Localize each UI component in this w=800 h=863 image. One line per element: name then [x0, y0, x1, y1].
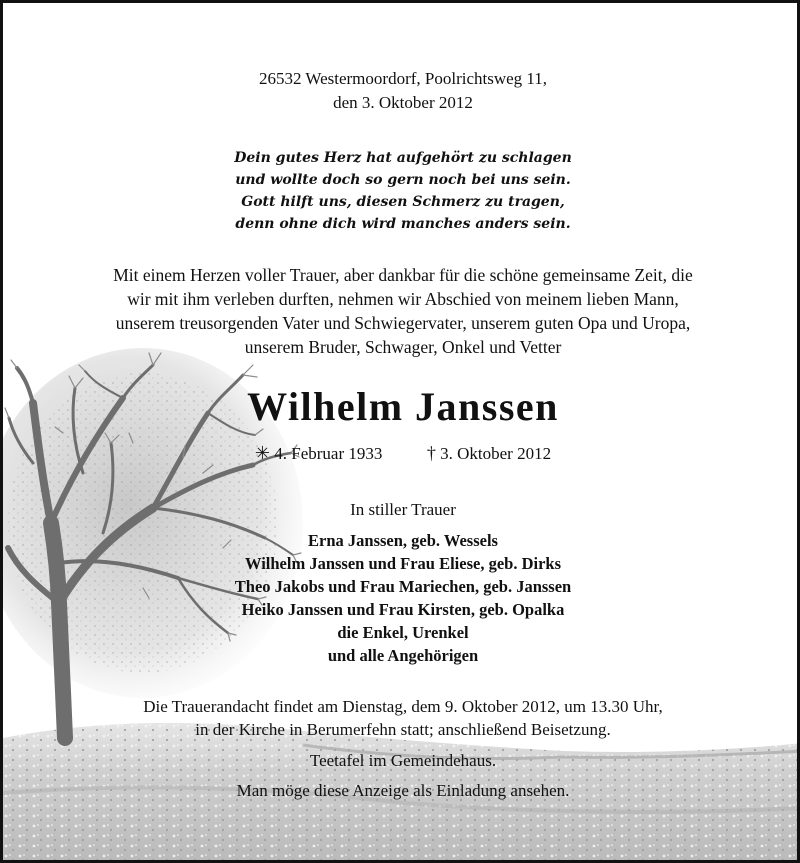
poem-line: Dein gutes Herz hat aufgehört zu schlagen — [234, 150, 572, 166]
intro-line: wir mit ihm verleben durften, nehmen wir Abschied von meinem lieben Mann, — [127, 289, 679, 309]
poem-line: denn ohne dich wird manches anders sein. — [235, 216, 571, 232]
mourner-line: die Enkel, Urenkel — [337, 623, 469, 642]
life-dates — [3, 443, 800, 464]
mourner-line: und alle Angehörigen — [327, 646, 479, 665]
poem-line: und wollte doch so gern noch bei uns sein. — [235, 172, 571, 188]
death-cross-icon: † — [426, 443, 436, 463]
intro-line: unserem treusorgenden Vater und Schwiegervater, unserem guten Opa und Uropa, — [115, 313, 691, 333]
mourner-line: Theo Jakobs und Frau Mariechen, geb. Janssen — [234, 577, 572, 596]
birth-star-icon: ✳ — [254, 443, 270, 463]
poem-line: Gott hilft uns, diesen Schmerz zu tragen, — [241, 194, 565, 210]
service-line: in der Kirche in Berumerfehn statt; anschließend Beisetzung. — [195, 720, 611, 739]
teetafel-line: Teetafel im Gemeindehaus. — [309, 751, 497, 770]
deceased-name: Wilhelm Janssen — [247, 384, 559, 429]
intro-line: Mit einem Herzen voller Trauer, aber dankbar für die schöne gemeinsame Zeit, die — [113, 265, 693, 285]
address-line: 26532 Westermoordorf, Poolrichtsweg 11, — [258, 69, 548, 88]
mourner-line: Wilhelm Janssen und Frau Eliese, geb. Dirks — [245, 554, 561, 573]
intro-line: unserem Bruder, Schwager, Onkel und Vetter — [244, 337, 562, 357]
birth-date: 4. Februar 1933 — [274, 444, 383, 463]
mourner-line: Erna Janssen, geb. Wessels — [308, 531, 498, 550]
date-line: den 3. Oktober 2012 — [333, 93, 473, 112]
service-line: Die Trauerandacht findet am Dienstag, dem 9. Oktober 2012, um 13.30 Uhr, — [143, 697, 663, 716]
invitation-line: Man möge diese Anzeige als Einladung ansehen. — [236, 781, 570, 800]
death-date: 3. Oktober 2012 — [440, 444, 552, 463]
mourners-heading: In stiller Trauer — [350, 500, 456, 519]
mourner-line: Heiko Janssen und Frau Kirsten, geb. Opalka — [241, 600, 565, 619]
